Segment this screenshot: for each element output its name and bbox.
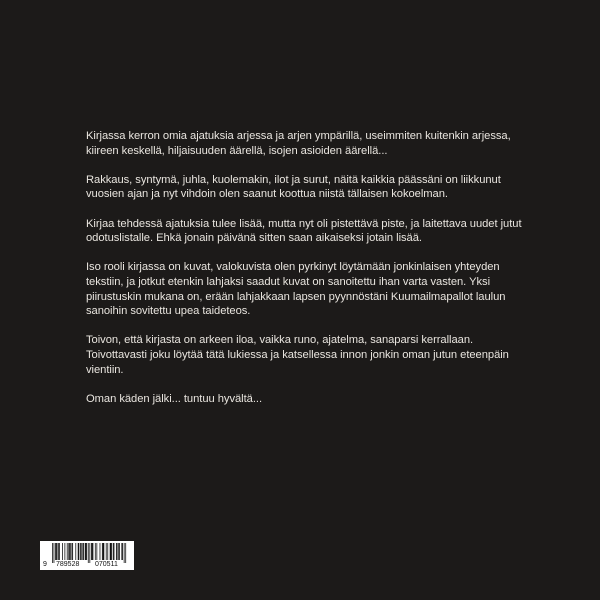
barcode-bar (64, 543, 65, 560)
blurb-paragraph-2: Rakkaus, syntymä, juhla, kuolemakin, ilot ja surut, näitä kaikkia päässäni on liikkunut vuosien ajan ja nyt vihdoin olen saanut koottua niistä tällaisen kokoelman. (86, 173, 501, 201)
barcode-bar (78, 543, 79, 560)
barcode-bar (106, 543, 107, 560)
barcode-bar (103, 543, 104, 560)
barcode-bar (80, 543, 81, 560)
barcode-bar (107, 543, 108, 560)
barcode-lead-digit: 9 (43, 561, 47, 568)
barcode-number (40, 560, 134, 569)
barcode-left-group: 789528 (56, 561, 80, 568)
barcode-bar (117, 543, 118, 560)
barcode-bar (92, 543, 93, 560)
barcode-bar (91, 543, 92, 560)
blurb-paragraph-3: Kirjaa tehdessä ajatuksia tulee lisää, mutta nyt oli pistettävä piste, ja laitettava uudet jutut odotuslistalle. Ehkä jonain päivänä sitten saan aikaiseksi jotain lisää. (86, 217, 522, 245)
barcode-bar (68, 543, 69, 560)
barcode-bar (79, 543, 80, 560)
barcode-bar (100, 543, 101, 560)
barcode-bar (111, 543, 112, 560)
barcode-bar (55, 543, 56, 560)
blurb-text (86, 129, 531, 421)
blurb-paragraph-1: Kirjassa kerron omia ajatuksia arjessa ja arjen ympärillä, useimmiten kuitenkin arjessa, kiireen keskellä, hiljaisuuden äärellä, isojen asioiden äärellä... (86, 130, 511, 157)
barcode-bar (116, 543, 117, 560)
barcode-bar (83, 543, 84, 560)
barcode-bar (110, 543, 111, 560)
barcode-bar (57, 543, 58, 560)
blurb-paragraph-4: Iso rooli kirjassa on kuvat, valokuvista olen pyrkinyt löytämään jonkinlaisen yhteyden tekstiin, ja jotkut etenkin lahjaksi saadut kuvat on sanoitettu ihan varta vasten. Yksi piirustuskin mukana on, erään lahjakkaan lapsen pyynnöstäni Kuumailmapallot laulun sanoihin sovitettu upea taideteos. (86, 261, 506, 318)
barcode-bar (85, 543, 86, 560)
barcode-bar (81, 543, 82, 560)
barcode-bar (102, 543, 103, 560)
barcode-bar (96, 543, 97, 560)
barcode-bar (93, 543, 94, 560)
barcode-bar (113, 543, 114, 560)
barcode-bar (114, 543, 115, 560)
blurb-paragraph-6: Oman käden jälki... tuntuu hyvältä... (86, 392, 263, 405)
barcode-bar (86, 543, 87, 560)
barcode-bar (67, 543, 68, 560)
barcode-bar (122, 543, 123, 560)
barcode-bar (103, 543, 104, 560)
barcode-bar (69, 543, 70, 560)
barcode-right-group: 070511 (95, 561, 118, 568)
barcode-bar (111, 543, 112, 560)
barcode-bar (86, 543, 87, 560)
barcode-bar (72, 543, 73, 560)
barcode-bar (118, 543, 119, 560)
blurb-paragraph-5: Toivon, että kirjasta on arkeen iloa, vaikka runo, ajatelma, sanaparsi kerrallaan. Toivottavasti joku löytää tätä lukiessa ja katsellessa innon jonkin oman jutun eteenpäin vientiin. (86, 334, 509, 376)
barcode-bar (56, 543, 57, 560)
barcode-bar (119, 543, 120, 560)
barcode-bar (58, 543, 59, 560)
isbn-barcode (40, 541, 134, 570)
barcode-bar (121, 543, 122, 560)
barcode-bar (62, 543, 63, 560)
barcode-bar (70, 543, 71, 560)
barcode-bar (95, 543, 96, 560)
barcode-bar (72, 543, 73, 560)
barcode-bar (82, 543, 83, 560)
barcode-bar (75, 543, 76, 560)
barcode-bar (59, 543, 60, 560)
